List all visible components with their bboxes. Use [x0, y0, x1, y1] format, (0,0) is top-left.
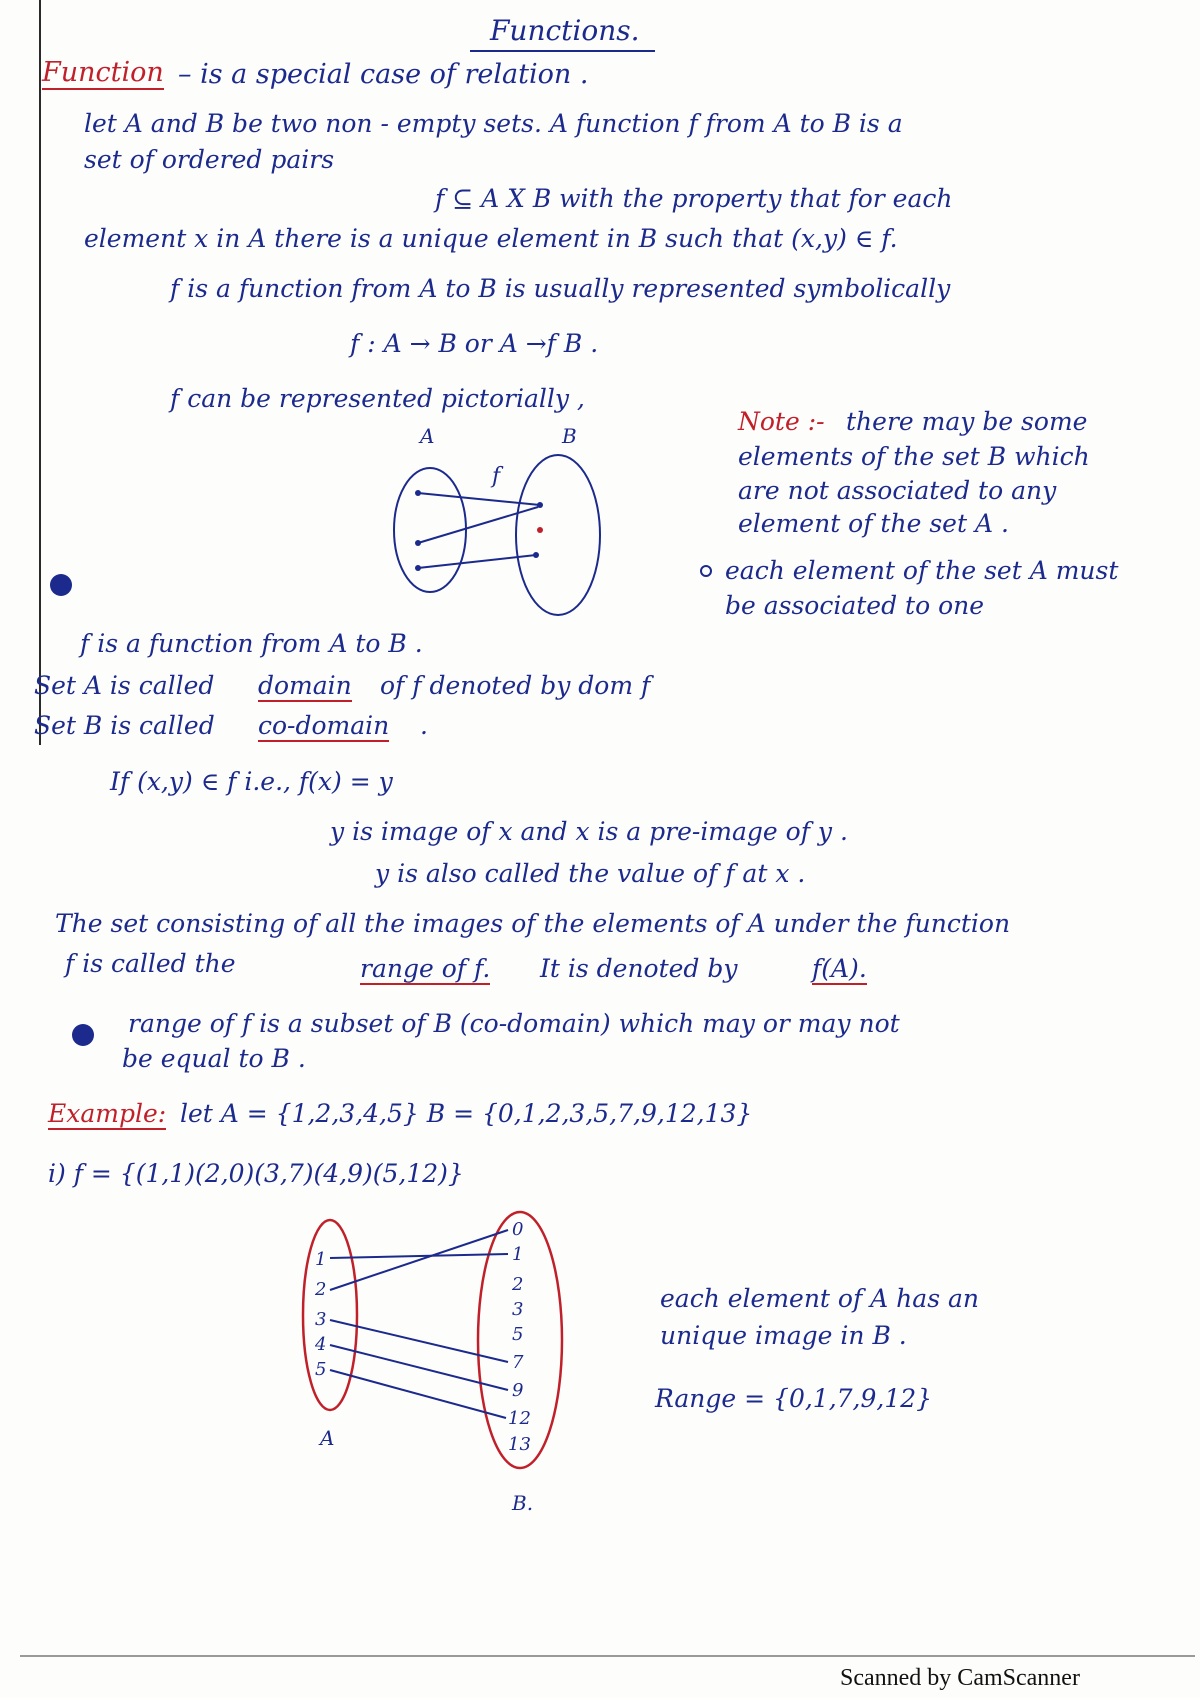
function-label: f — [492, 464, 501, 489]
set-b-label: B — [562, 425, 577, 448]
set-b-ellipse — [516, 455, 600, 615]
domain-term: domain — [258, 671, 352, 700]
note-heading: Note :- — [738, 407, 825, 436]
example-mapping-diagram — [280, 1210, 600, 1540]
example-mapping-line — [330, 1345, 508, 1390]
definition-line-3: set of ordered pairs — [84, 145, 335, 174]
element-b: 0 — [512, 1219, 524, 1240]
range-line-3: range of f is a subset of B (co-domain) which may or may not — [128, 1009, 900, 1038]
element-b: 9 — [512, 1380, 524, 1401]
element-b: 5 — [512, 1324, 524, 1345]
domain-point — [415, 490, 421, 496]
page-bottom-rule — [20, 1655, 1195, 1657]
set-a-label: A — [420, 425, 435, 448]
element-b: 12 — [508, 1408, 531, 1429]
domain-line-6: y is also called the value of f at x . — [375, 859, 806, 888]
note-line-3: are not associated to any — [738, 476, 1057, 505]
note-line-6: be associated to one — [725, 591, 985, 620]
element-b: 13 — [508, 1434, 531, 1455]
element-a: 2 — [315, 1279, 327, 1300]
example-mapping-line — [330, 1254, 508, 1258]
definition-line-8: f can be represented pictorially , — [170, 384, 585, 413]
set-a-ellipse — [394, 468, 466, 592]
definition-term: Function — [42, 57, 164, 88]
element-a: 5 — [315, 1359, 327, 1380]
range-symbol: f(A). — [812, 954, 867, 983]
example-note-line-2: unique image in B . — [660, 1321, 907, 1350]
range-term: range of f. — [360, 954, 491, 983]
note-line-4: element of the set A . — [738, 509, 1009, 538]
example-range: Range = {0,1,7,9,12} — [655, 1384, 933, 1413]
bullet-mark — [72, 1024, 94, 1046]
example-mapping-line — [330, 1230, 508, 1290]
domain-point — [415, 565, 421, 571]
domain-point — [415, 540, 421, 546]
domain-line-3-pre: Set B is called — [34, 711, 215, 740]
codomain-point — [537, 502, 543, 508]
domain-line-4: If (x,y) ∈ f i.e., f(x) = y — [110, 767, 393, 796]
example-function: i) f = {(1,1)(2,0)(3,7)(4,9)(5,12)} — [48, 1159, 464, 1188]
domain-line-5: y is image of x and x is a pre-image of y . — [330, 817, 848, 846]
scanner-watermark: Scanned by CamScanner — [840, 1665, 1080, 1691]
margin-line — [39, 0, 41, 745]
definition-line-5: element x in A there is a unique element in B such that (x,y) ∈ f. — [84, 224, 898, 253]
range-line-2-mid: It is denoted by — [540, 954, 738, 983]
domain-line-1: f is a function from A to B . — [80, 629, 423, 658]
element-b: 7 — [512, 1352, 524, 1373]
note-line-1: there may be some — [846, 407, 1088, 436]
example-note-line-1: each element of A has an — [660, 1284, 979, 1313]
domain-line-2-pre: Set A is called — [34, 671, 215, 700]
element-a: 4 — [315, 1334, 327, 1355]
definition-line-6: f is a function from A to B is usually represented symbolically — [170, 274, 951, 303]
mapping-diagram — [380, 425, 640, 625]
mapping-arrow — [418, 507, 538, 543]
definition-line-7: f : A → B or A →f B . — [350, 329, 599, 358]
definition-line-4: f ⊆ A X B with the property that for each — [435, 184, 953, 213]
definition-line-2: let A and B be two non - empty sets. A function f from A to B is a — [84, 109, 903, 138]
page-title: Functions. — [490, 14, 640, 47]
example-set-a-label: A — [320, 1426, 335, 1450]
element-a: 3 — [315, 1309, 327, 1330]
domain-line-2-post: of f denoted by dom f — [380, 671, 651, 700]
domain-line-3-post: . — [420, 711, 428, 740]
element-b: 1 — [512, 1244, 524, 1265]
example-sets: let A = {1,2,3,4,5} B = {0,1,2,3,5,7,9,12,13} — [180, 1099, 753, 1128]
range-line-1: The set consisting of all the images of the elements of A under the function — [55, 909, 1011, 938]
codomain-point — [533, 552, 539, 558]
note-bullet — [700, 565, 712, 577]
element-b: 3 — [512, 1299, 524, 1320]
codomain-point-unmapped — [537, 527, 543, 533]
range-line-2-pre: f is called the — [65, 949, 236, 978]
note-line-5: each element of the set A must — [725, 556, 1119, 585]
definition-line-1: – is a special case of relation . — [178, 59, 589, 90]
example-set-b-label: B. — [512, 1491, 534, 1515]
element-a: 1 — [315, 1249, 327, 1270]
title-underline — [470, 50, 655, 52]
bullet-mark — [50, 574, 72, 596]
note-line-2: elements of the set B which — [738, 442, 1090, 471]
codomain-term: co-domain — [258, 711, 390, 740]
example-set-a-ellipse — [303, 1220, 357, 1410]
range-line-4: be equal to B . — [122, 1044, 306, 1073]
element-b: 2 — [512, 1274, 524, 1295]
example-label: Example: — [48, 1099, 167, 1128]
